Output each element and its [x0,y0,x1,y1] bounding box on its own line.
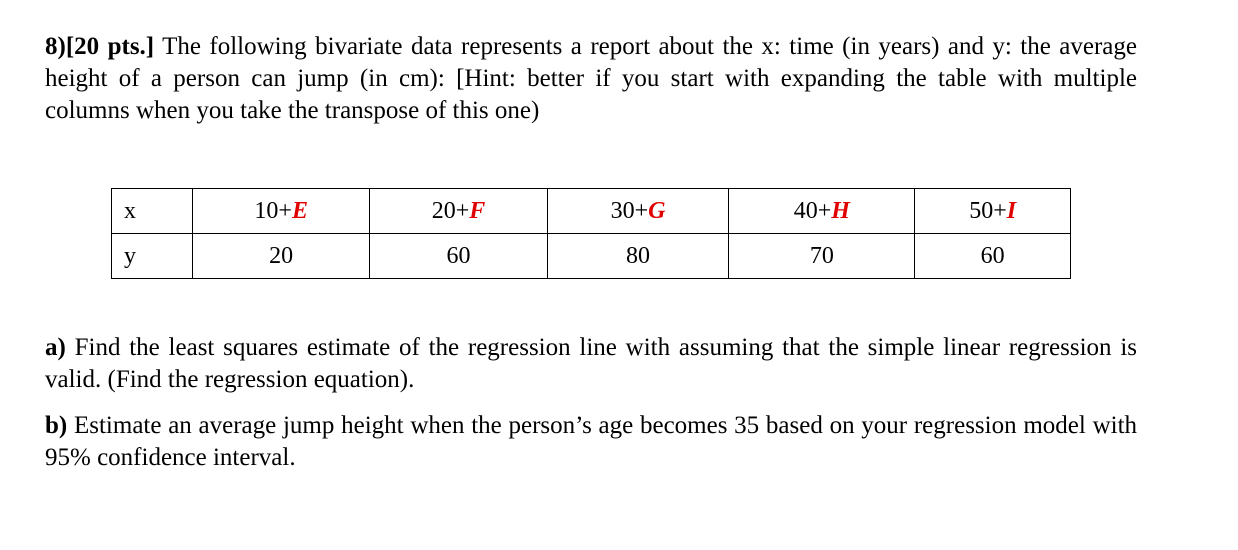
x-cell-variable: I [1006,197,1017,224]
table-row-x [112,189,1071,234]
x-cell-base: 40+ [793,197,832,224]
row-label-x: x [112,189,193,234]
question-b [45,410,1137,474]
x-cell-variable: F [469,197,486,224]
x-cell-variable: E [291,197,308,224]
problem-number: 8)[20 pts.] [45,33,155,60]
problem-statement [45,31,1137,127]
x-cell [729,189,915,234]
y-cell: 60 [370,234,547,279]
x-cell-variable: G [648,197,666,224]
x-cell [915,189,1071,234]
x-cell [193,189,370,234]
x-cell-variable: H [831,197,850,224]
table-row-y [112,234,1071,279]
x-cell [370,189,547,234]
question-a-label: a) [45,334,66,361]
y-cell: 80 [547,234,729,279]
question-b-label: b) [45,412,68,439]
y-cell: 70 [729,234,915,279]
row-label-y: y [112,234,193,279]
question-a [45,332,1137,396]
data-table [111,188,1071,279]
y-cell: 60 [915,234,1071,279]
x-cell [547,189,729,234]
x-cell-base: 50+ [969,197,1007,224]
question-b-text: Estimate an average jump height when the person’s age becomes 35 based on your regression model with 95% confidence interval. [45,412,1138,471]
question-a-text: Find the least squares estimate of the regression line with assuming that the simple linear regression is valid. (Find the regression equation). [45,334,1138,393]
x-cell-base: 20+ [431,197,470,224]
x-cell-base: 10+ [254,197,292,224]
x-cell-base: 30+ [610,197,649,224]
problem-text: The following bivariate data represents a report about the x: time (in years) and y: the average height of a person can jump (in cm): [Hint: better if you start with expanding the table with multiple columns when you take the transpose of this one) [45,33,1137,124]
y-cell: 20 [193,234,370,279]
